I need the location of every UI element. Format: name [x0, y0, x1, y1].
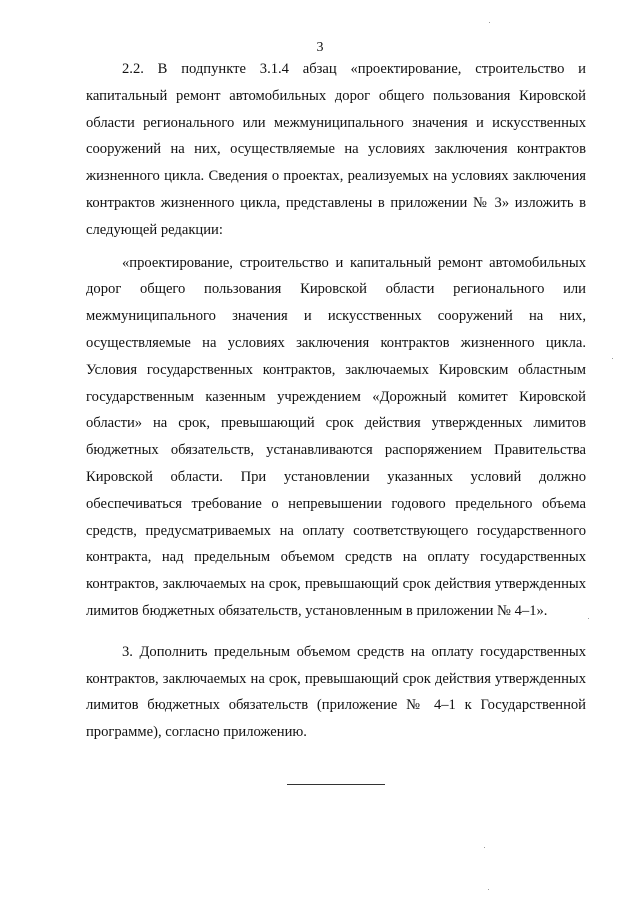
scan-speck [588, 618, 589, 619]
scan-speck [488, 889, 489, 890]
paragraph-2-2: 2.2. В подпункте 3.1.4 абзац «проектирование, строительство и капитальный ремонт автомобильных дорог общего пользования Кировской области регионального или межмуниципального значения и искусственных сооружений на них, осуществляемые на условиях заключения контрактов жизненного цикла. Сведения о проектах, реализуемых на условиях заключения контрактов жизненного цикла, представлены в приложении № 3» изложить в следующей редакции: [86, 61, 586, 238]
scan-speck [484, 847, 485, 848]
end-divider [287, 784, 385, 785]
paragraph-new-wording: «проектирование, строительство и капитальный ремонт автомобильных дорог общего пользования Кировской области регионального или межмуниципального значения и искусственных сооружений на них, осуществляемые на условиях заключения контрактов жизненного цикла. Условия государственных контрактов, заключаемых Кировским областным государственным казенным учреждением «Дорожный комитет Кировской области» на срок, превышающий срок действия утвержденных лимитов бюджетных обязательств, устанавливаются распоряжением Правительства Кировской области. При установлении указанных условий должно обеспечиваться требование о непревышении годового предельного объема средств, предусматриваемых на оплату соответствующего государственного контракта, над предельным объемом средств на оплату государственных контрактов, заключаемых на срок, превышающий срок действия утвержденных лимитов бюджетных обязательств, установленным в приложении № 4–1». [86, 254, 586, 619]
scan-speck [489, 22, 490, 23]
scan-speck [612, 358, 613, 359]
page-number: 3 [316, 40, 324, 55]
paragraph-3: 3. Дополнить предельным объемом средств на оплату государственных контрактов, заключаемых на срок, превышающий срок действия утвержденных лимитов бюджетных обязательств (приложение № 4–1 к Государственной программе), согласно приложению. [86, 643, 586, 741]
document-body [86, 56, 586, 746]
